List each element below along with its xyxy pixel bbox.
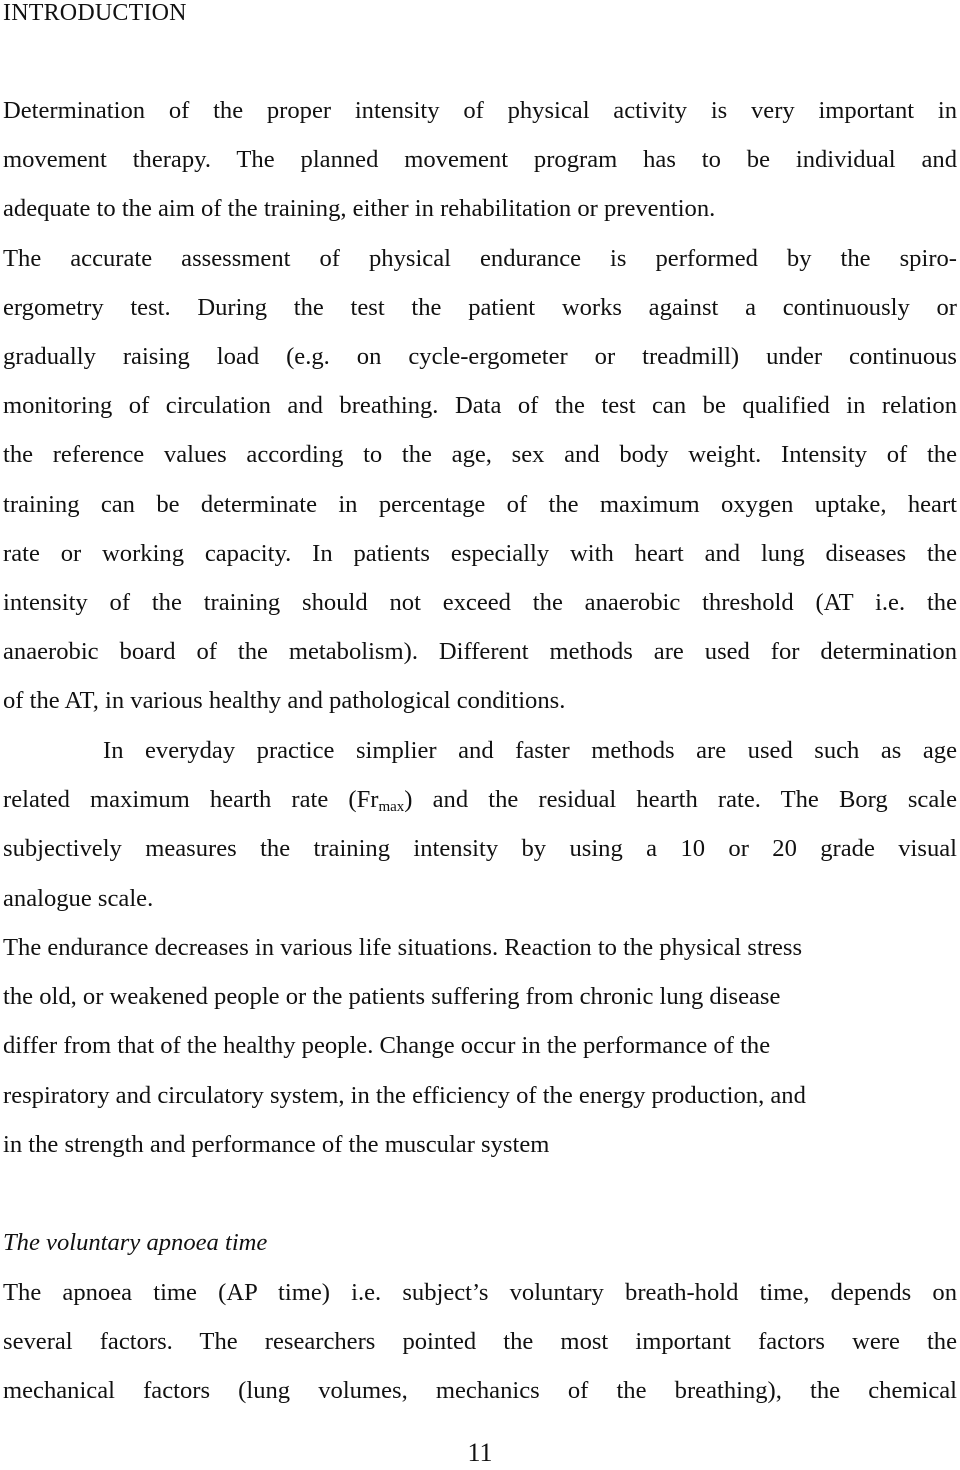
text-line: adequate to the aim of the training, either in rehabilitation or prevention. (3, 195, 716, 223)
paragraph-endurance (3, 923, 957, 1169)
text-line: differ from that of the healthy people. Change occur in the performance of the (3, 1032, 771, 1060)
text-line: In everyday practice simplier and faster methods are used such as age (103, 737, 957, 764)
text-line: mechanical factors (lung volumes, mechanics of the breathing), the chemical (3, 1377, 957, 1405)
text-line: movement therapy. The planned movement program has to be individual and (3, 146, 957, 174)
text-line: several factors. The researchers pointed the most important factors were the (3, 1328, 957, 1356)
text-line: The apnoea time (AP time) i.e. subject’s voluntary breath-hold time, depends on (3, 1279, 957, 1306)
text-line: subjectively measures the training intensity by using a 10 or 20 grade visual (3, 835, 957, 863)
paragraph-intro (3, 86, 957, 725)
text-line: in the strength and performance of the muscular system (3, 1130, 550, 1158)
subsection-title: The voluntary apnoea time (3, 1229, 268, 1256)
text-line: ergometry test. During the test the patient works against a continuously or (3, 293, 957, 321)
text-line: analogue scale. (3, 884, 154, 912)
text-line: The accurate assessment of physical endurance is performed by the spiro- (3, 244, 957, 272)
text-line: anaerobic board of the metabolism). Different methods are used for determination (3, 638, 957, 666)
subscript: max (378, 799, 405, 816)
paragraph-practice (3, 726, 957, 923)
text-line: respiratory and circulatory system, in the efficiency of the energy production, and (3, 1081, 806, 1109)
text-line: the old, or weakened people or the patients suffering from chronic lung disease (3, 983, 781, 1011)
page-number: 11 (467, 1438, 493, 1467)
text-line: intensity of the training should not exceed the anaerobic threshold (AT i.e. the (3, 588, 957, 616)
text-line: Determination of the proper intensity of physical activity is very important in (3, 97, 957, 124)
text-line (3, 775, 957, 824)
text-line: the reference values according to the age, sex and body weight. Intensity of the (3, 441, 957, 469)
section-heading: INTRODUCTION (3, 0, 187, 26)
text-line: gradually raising load (e.g. on cycle-ergometer or treadmill) under continuous (3, 342, 957, 370)
text-line: of the AT, in various healthy and pathological conditions. (3, 687, 566, 715)
text-line: monitoring of circulation and breathing. Data of the test can be qualified in relation (3, 392, 957, 420)
text-line: The endurance decreases in various life situations. Reaction to the physical stress (3, 934, 803, 961)
paragraph-apnoea (3, 1268, 957, 1416)
text-line: training can be determinate in percentage of the maximum oxygen uptake, heart (3, 490, 957, 518)
text-fragment: related maximum hearth rate (Fr (3, 786, 379, 814)
text-fragment: ) and the residual hearth rate. The Borg scale (404, 786, 957, 814)
text-line: rate or working capacity. In patients especially with heart and lung diseases the (3, 539, 957, 567)
